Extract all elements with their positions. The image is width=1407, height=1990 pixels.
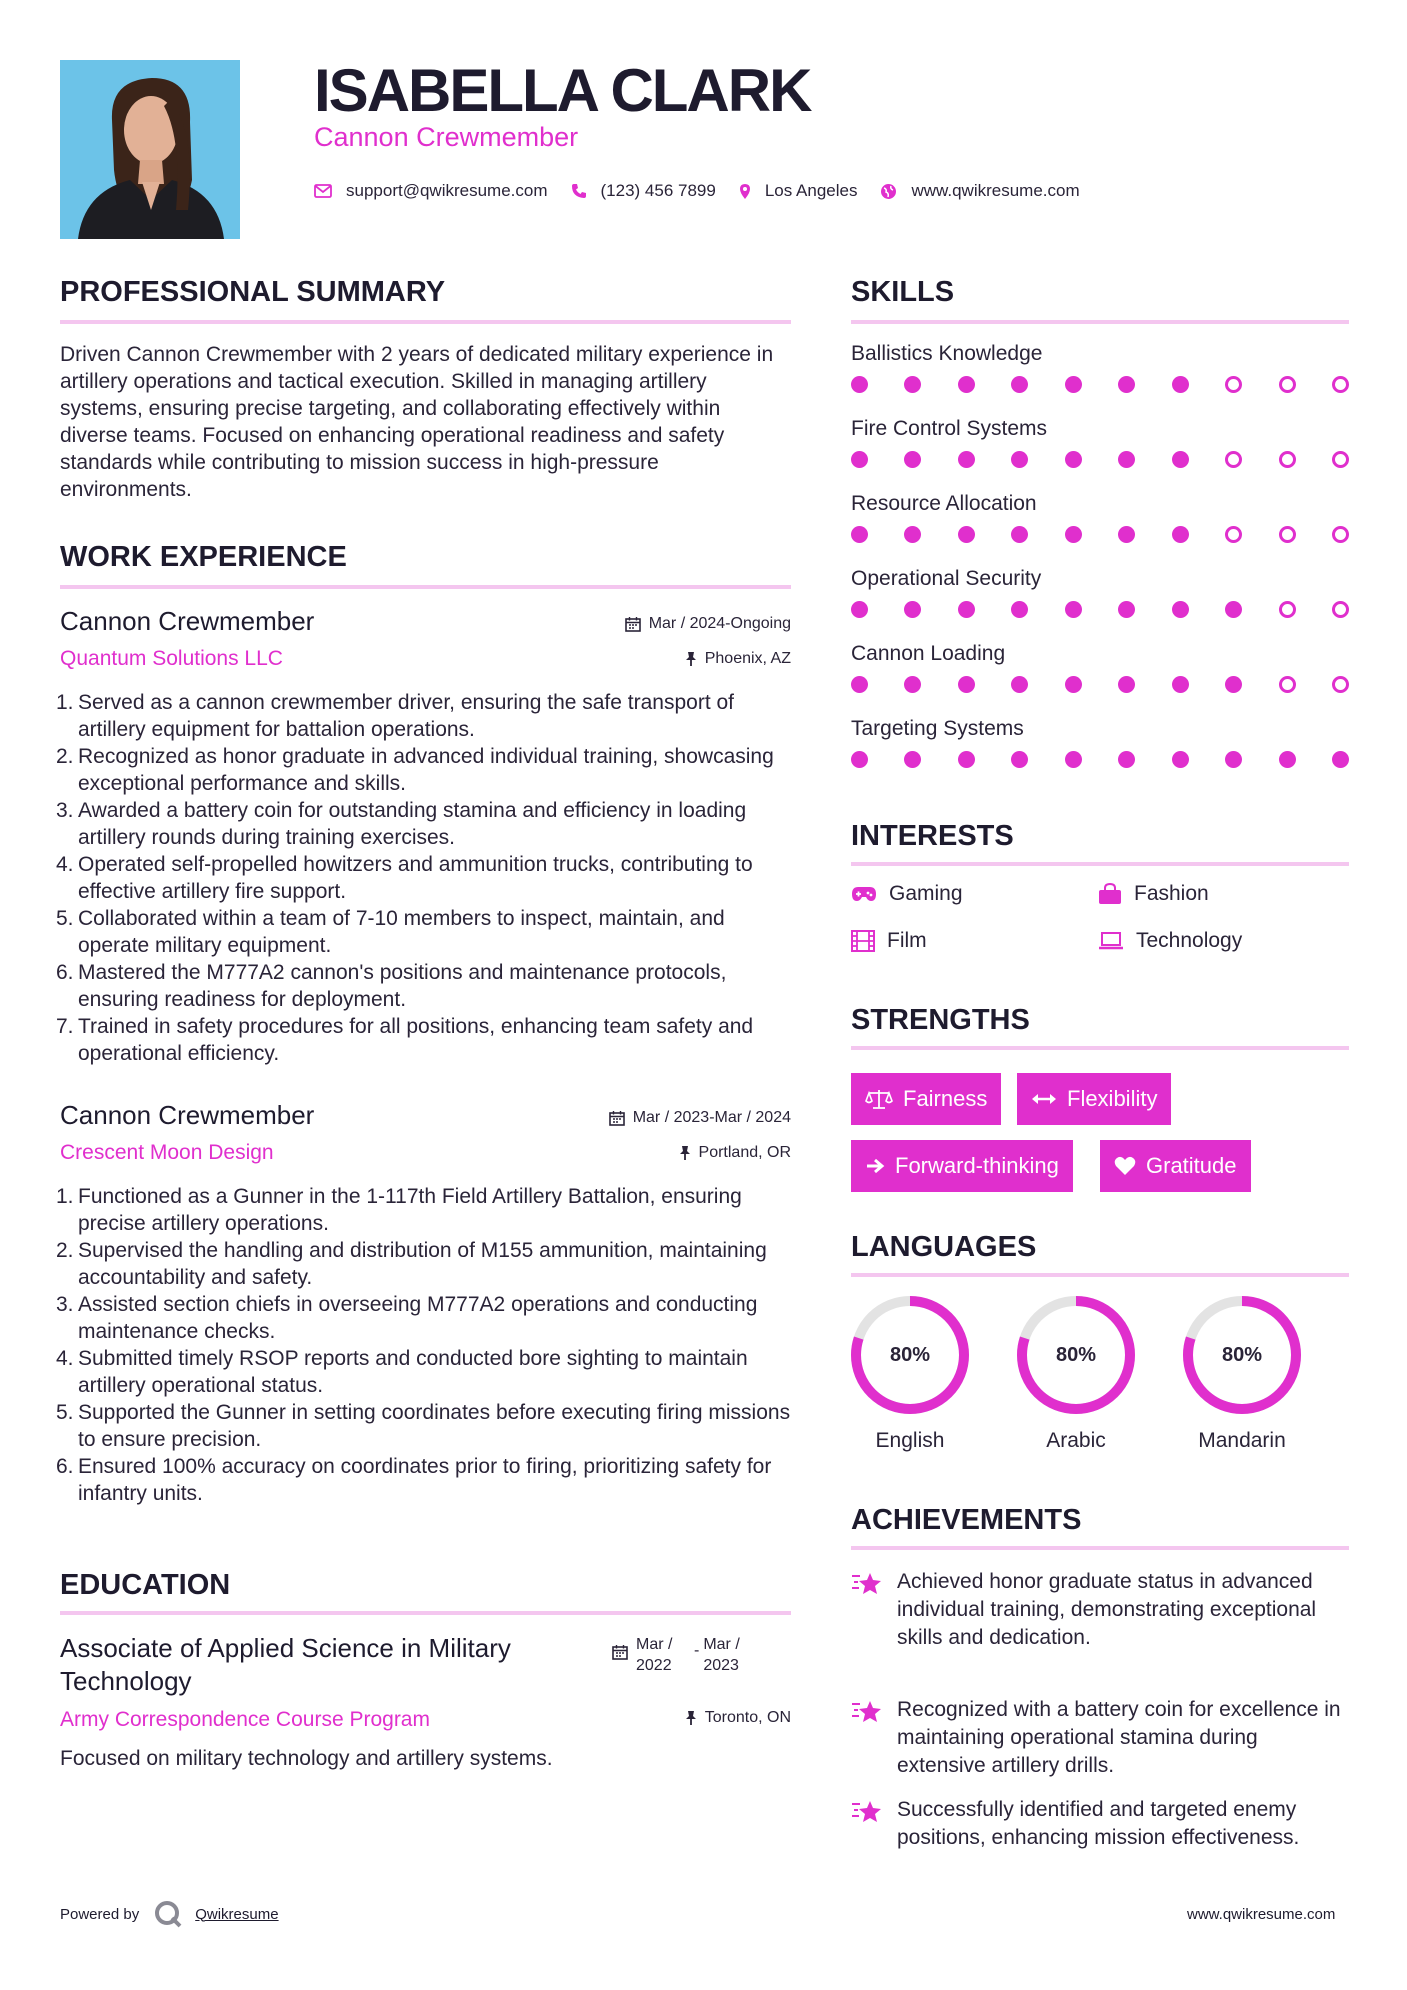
skill-row xyxy=(851,717,1349,792)
list-item xyxy=(56,1453,791,1507)
footer-powered-by xyxy=(60,1899,279,1929)
skill-row xyxy=(851,417,1349,492)
skill-label: Resource Allocation xyxy=(851,492,1037,515)
skill-rating xyxy=(851,451,1349,468)
bullet-number: 4. xyxy=(56,1347,74,1370)
skill-rating xyxy=(851,676,1349,693)
language-name: English xyxy=(875,1429,945,1452)
experience-divider xyxy=(60,585,791,589)
laptop-icon xyxy=(1098,931,1124,951)
rating-dot-filled xyxy=(851,751,868,768)
job-location xyxy=(480,1144,791,1162)
rating-dot-filled xyxy=(904,376,921,393)
rating-dot-filled xyxy=(1332,751,1349,768)
rating-dot-filled xyxy=(958,751,975,768)
rating-dot-empty xyxy=(1225,376,1242,393)
school-name: Army Correspondence Course Program xyxy=(60,1708,430,1731)
summary-divider xyxy=(60,320,791,324)
achievement-item xyxy=(851,1696,1349,1780)
calendar-icon xyxy=(625,616,641,632)
job-location-text: Phoenix, AZ xyxy=(704,650,791,667)
skill-row xyxy=(851,492,1349,567)
rating-dot-filled xyxy=(1065,451,1082,468)
achievement-item xyxy=(851,1796,1349,1852)
language-gauge xyxy=(848,1293,972,1417)
bullet-number: 7. xyxy=(56,1015,74,1038)
rating-dot-filled xyxy=(904,676,921,693)
language-percent: 80% xyxy=(1221,1343,1263,1366)
language-name: Mandarin xyxy=(1198,1429,1286,1452)
experience-heading: WORK EXPERIENCE xyxy=(60,541,347,573)
rating-dot-filled xyxy=(1065,676,1082,693)
interest-film xyxy=(851,929,927,953)
contact-location xyxy=(739,181,858,201)
rating-dot-filled xyxy=(1172,526,1189,543)
languages-heading: LANGUAGES xyxy=(851,1231,1037,1263)
gamepad-icon xyxy=(851,885,877,903)
rating-dot-filled xyxy=(1118,451,1135,468)
bullet-number: 2. xyxy=(56,1239,74,1262)
rating-dot-filled xyxy=(1118,676,1135,693)
language-gauge xyxy=(1014,1293,1138,1417)
rating-dot-filled xyxy=(1172,676,1189,693)
strength-label: Flexibility xyxy=(1067,1086,1158,1111)
map-pin-icon xyxy=(739,183,751,200)
skills-heading: SKILLS xyxy=(851,276,955,308)
skill-row xyxy=(851,567,1349,642)
rating-dot-empty xyxy=(1332,676,1349,693)
contact-phone[interactable] xyxy=(571,181,716,201)
list-item xyxy=(56,851,791,905)
rating-dot-filled xyxy=(1172,751,1189,768)
language-item xyxy=(1014,1293,1138,1453)
bullet-text: Supported the Gunner in setting coordinates before executing firing missions to ensure precision. xyxy=(78,1401,791,1451)
contact-email[interactable] xyxy=(314,181,548,201)
rating-dot-filled xyxy=(851,376,868,393)
list-item xyxy=(56,1399,791,1453)
bullet-number: 1. xyxy=(56,691,74,714)
bullet-number: 6. xyxy=(56,1455,74,1478)
skill-label: Operational Security xyxy=(851,567,1042,590)
rating-dot-filled xyxy=(1172,601,1189,618)
rating-dot-filled xyxy=(851,601,868,618)
rating-dot-filled xyxy=(1279,751,1296,768)
achievement-text: Recognized with a battery coin for excellence in maintaining operational stamina during extensive artillery drills. xyxy=(897,1698,1341,1777)
education-dates xyxy=(612,1634,751,1676)
list-item xyxy=(56,1291,791,1345)
phone-icon xyxy=(571,183,587,199)
list-item xyxy=(56,959,791,1013)
rating-dot-filled xyxy=(958,601,975,618)
interests-divider xyxy=(851,862,1349,866)
shooting-star-icon xyxy=(851,1570,883,1598)
rating-dot-filled xyxy=(1118,376,1135,393)
interest-gaming xyxy=(851,882,963,906)
bullet-text: Trained in safety procedures for all positions, enhancing team safety and operational efficiency. xyxy=(78,1015,754,1065)
envelope-icon xyxy=(314,184,332,198)
rating-dot-empty xyxy=(1279,601,1296,618)
person-portrait-icon xyxy=(60,60,240,239)
bullet-number: 3. xyxy=(56,799,74,822)
interest-label: Fashion xyxy=(1134,882,1209,905)
bullet-text: Mastered the M777A2 cannon's positions and maintenance protocols, ensuring readiness for deployment. xyxy=(78,961,727,1011)
rating-dot-filled xyxy=(1065,601,1082,618)
heart-icon xyxy=(1114,1156,1136,1176)
qwikresume-logo-icon xyxy=(153,1899,183,1929)
achievements-heading: ACHIEVEMENTS xyxy=(851,1504,1082,1536)
pushpin-icon xyxy=(685,1710,697,1726)
education-end: Mar / 2023 xyxy=(703,1636,740,1674)
globe-icon xyxy=(880,183,897,200)
summary-text: Driven Cannon Crewmember with 2 years of dedicated military experience in artillery operations and tactical execution. Skilled in managing artillery systems, ensuring precise targeting, and collaborating effectively within diverse teams. Focused on enhancing operational readiness and safety standards while contributing to mission success in high-pressure environments. xyxy=(60,343,774,501)
rating-dot-filled xyxy=(958,451,975,468)
contact-website[interactable] xyxy=(880,181,1079,201)
date-separator: - xyxy=(694,1642,700,1659)
interest-label: Film xyxy=(887,929,927,952)
skill-row xyxy=(851,342,1349,417)
rating-dot-filled xyxy=(1011,376,1028,393)
strengths-heading: STRENGTHS xyxy=(851,1004,1030,1036)
rating-dot-filled xyxy=(904,526,921,543)
powered-by-label: Powered by xyxy=(60,1905,140,1923)
skill-rating xyxy=(851,751,1349,768)
strength-tag-flexibility xyxy=(1017,1073,1171,1125)
skill-label: Fire Control Systems xyxy=(851,417,1048,440)
rating-dot-empty xyxy=(1332,526,1349,543)
job-location xyxy=(480,650,791,668)
rating-dot-filled xyxy=(851,526,868,543)
rating-dot-filled xyxy=(1011,676,1028,693)
bullet-number: 1. xyxy=(56,1185,74,1208)
skill-row xyxy=(851,642,1349,717)
rating-dot-filled xyxy=(1172,451,1189,468)
phone-text: (123) 456 7899 xyxy=(600,181,716,200)
list-item xyxy=(56,689,791,743)
job-company: Crescent Moon Design xyxy=(60,1141,274,1164)
pushpin-icon xyxy=(685,651,697,667)
rating-dot-empty xyxy=(1332,601,1349,618)
calendar-icon xyxy=(612,1644,628,1660)
rating-dot-filled xyxy=(1011,451,1028,468)
achievement-text: Achieved honor graduate status in advanced individual training, demonstrating exceptional skills and dedication. xyxy=(897,1570,1317,1649)
job-dates-text: Mar / 2024-Ongoing xyxy=(648,615,791,632)
shooting-star-icon xyxy=(851,1798,883,1826)
candidate-name: ISABELLA CLARK xyxy=(314,57,811,124)
bullet-number: 5. xyxy=(56,907,74,930)
job-bullet-list xyxy=(56,1183,791,1507)
rating-dot-filled xyxy=(1225,751,1242,768)
list-item xyxy=(56,1013,791,1067)
strength-tag-fairness xyxy=(851,1073,1001,1125)
skill-label: Ballistics Knowledge xyxy=(851,342,1043,365)
languages-list xyxy=(848,1293,1304,1453)
rating-dot-filled xyxy=(904,601,921,618)
website-text: www.qwikresume.com xyxy=(911,181,1080,200)
job-title: Cannon Crewmember xyxy=(60,606,315,636)
skill-rating xyxy=(851,376,1349,393)
interest-label: Gaming xyxy=(889,882,963,905)
language-name: Arabic xyxy=(1046,1429,1106,1452)
job-bullet-list xyxy=(56,689,791,1067)
list-item xyxy=(56,1345,791,1399)
rating-dot-filled xyxy=(1065,526,1082,543)
education-location xyxy=(480,1709,791,1727)
degree-title: Associate of Applied Science in Military Technology xyxy=(60,1633,511,1696)
rating-dot-filled xyxy=(1065,751,1082,768)
bullet-number: 2. xyxy=(56,745,74,768)
rating-dot-filled xyxy=(904,451,921,468)
pushpin-icon xyxy=(679,1145,691,1161)
strengths-divider xyxy=(851,1046,1349,1050)
location-text: Los Angeles xyxy=(764,181,858,200)
languages-divider xyxy=(851,1273,1349,1277)
bullet-number: 6. xyxy=(56,961,74,984)
rating-dot-empty xyxy=(1279,376,1296,393)
strength-label: Forward-thinking xyxy=(895,1153,1059,1178)
rating-dot-filled xyxy=(1011,601,1028,618)
list-item xyxy=(56,1237,791,1291)
language-item xyxy=(1180,1293,1304,1453)
list-item xyxy=(56,743,791,797)
bullet-text: Assisted section chiefs in overseeing M777A2 operations and conducting maintenance checks. xyxy=(78,1293,758,1343)
arrow-right-icon xyxy=(865,1157,885,1175)
strength-label: Gratitude xyxy=(1146,1153,1237,1178)
profile-photo xyxy=(60,60,240,239)
bullet-text: Recognized as honor graduate in advanced individual training, showcasing exceptional performance and skills. xyxy=(78,745,774,795)
job-dates-text: Mar / 2023-Mar / 2024 xyxy=(632,1109,791,1126)
shopping-bag-icon xyxy=(1098,883,1122,905)
rating-dot-empty xyxy=(1279,676,1296,693)
skills-list xyxy=(851,342,1349,792)
language-percent: 80% xyxy=(889,1343,931,1366)
interest-label: Technology xyxy=(1136,929,1243,952)
skill-label: Cannon Loading xyxy=(851,642,1006,665)
rating-dot-filled xyxy=(958,676,975,693)
interest-fashion xyxy=(1098,882,1209,906)
bullet-text: Functioned as a Gunner in the 1-117th Field Artillery Battalion, ensuring precise artillery operations. xyxy=(78,1185,742,1235)
arrows-horizontal-icon xyxy=(1031,1092,1057,1106)
rating-dot-filled xyxy=(958,526,975,543)
footer-website[interactable]: www.qwikresume.com xyxy=(1187,1906,1336,1923)
rating-dot-filled xyxy=(1172,376,1189,393)
rating-dot-filled xyxy=(1065,376,1082,393)
bullet-text: Supervised the handling and distribution of M155 ammunition, maintaining accountability and safety. xyxy=(78,1239,767,1289)
strength-label: Fairness xyxy=(903,1086,988,1111)
email-text: support@qwikresume.com xyxy=(346,181,548,200)
rating-dot-empty xyxy=(1332,376,1349,393)
bullet-text: Operated self-propelled howitzers and ammunition trucks, contributing to effective artillery fire support. xyxy=(78,853,753,903)
rating-dot-filled xyxy=(851,676,868,693)
job-title: Cannon Crewmember xyxy=(60,1100,315,1130)
brand-link[interactable]: Qwikresume xyxy=(195,1905,279,1923)
rating-dot-filled xyxy=(904,751,921,768)
balance-scale-icon xyxy=(865,1088,893,1110)
rating-dot-filled xyxy=(1118,601,1135,618)
achievements-divider xyxy=(851,1546,1349,1550)
strength-tag-gratitude xyxy=(1100,1140,1251,1192)
rating-dot-filled xyxy=(1118,526,1135,543)
rating-dot-empty xyxy=(1279,526,1296,543)
candidate-role: Cannon Crewmember xyxy=(314,122,579,152)
interests-heading: INTERESTS xyxy=(851,820,1014,852)
bullet-number: 5. xyxy=(56,1401,74,1424)
rating-dot-empty xyxy=(1225,451,1242,468)
rating-dot-filled xyxy=(1118,751,1135,768)
film-icon xyxy=(851,930,875,952)
rating-dot-empty xyxy=(1225,526,1242,543)
rating-dot-filled xyxy=(1011,526,1028,543)
shooting-star-icon xyxy=(851,1698,883,1726)
language-gauge xyxy=(1180,1293,1304,1417)
bullet-text: Served as a cannon crewmember driver, ensuring the safe transport of artillery equipment for battalion operations. xyxy=(78,691,735,741)
skill-label: Targeting Systems xyxy=(851,717,1024,740)
education-description: Focused on military technology and artillery systems. xyxy=(60,1747,553,1770)
job-dates xyxy=(480,1109,791,1127)
education-location-text: Toronto, ON xyxy=(704,1709,791,1726)
interest-technology xyxy=(1098,929,1242,953)
skills-divider xyxy=(851,320,1349,324)
bullet-text: Submitted timely RSOP reports and conducted bore sighting to maintain artillery operational status. xyxy=(78,1347,748,1397)
bullet-number: 4. xyxy=(56,853,74,876)
rating-dot-filled xyxy=(851,451,868,468)
list-item xyxy=(56,905,791,959)
rating-dot-empty xyxy=(1332,451,1349,468)
skill-rating xyxy=(851,526,1349,543)
summary-heading: PROFESSIONAL SUMMARY xyxy=(60,276,446,308)
list-item xyxy=(56,797,791,851)
job-location-text: Portland, OR xyxy=(698,1144,791,1161)
bullet-number: 3. xyxy=(56,1293,74,1316)
rating-dot-filled xyxy=(1225,601,1242,618)
bullet-text: Ensured 100% accuracy on coordinates prior to firing, prioritizing safety for infantry units. xyxy=(78,1455,772,1505)
rating-dot-filled xyxy=(1011,751,1028,768)
education-heading: EDUCATION xyxy=(60,1569,231,1601)
education-divider xyxy=(60,1611,791,1615)
calendar-icon xyxy=(609,1110,625,1126)
language-item xyxy=(848,1293,972,1453)
rating-dot-filled xyxy=(1225,676,1242,693)
list-item xyxy=(56,1183,791,1237)
strength-tag-forward-thinking xyxy=(851,1140,1073,1192)
skill-rating xyxy=(851,601,1349,618)
language-percent: 80% xyxy=(1055,1343,1097,1366)
achievement-item xyxy=(851,1568,1349,1652)
job-dates xyxy=(480,615,791,633)
rating-dot-filled xyxy=(958,376,975,393)
job-company: Quantum Solutions LLC xyxy=(60,647,283,670)
bullet-text: Collaborated within a team of 7-10 members to inspect, maintain, and operate military equipment. xyxy=(78,907,725,957)
contact-bar xyxy=(314,176,1103,206)
bullet-text: Awarded a battery coin for outstanding stamina and efficiency in loading artillery rounds during training exercises. xyxy=(78,799,747,849)
rating-dot-empty xyxy=(1279,451,1296,468)
achievement-text: Successfully identified and targeted enemy positions, enhancing mission effectiveness. xyxy=(897,1798,1300,1849)
education-start: Mar / 2022 xyxy=(636,1636,673,1674)
